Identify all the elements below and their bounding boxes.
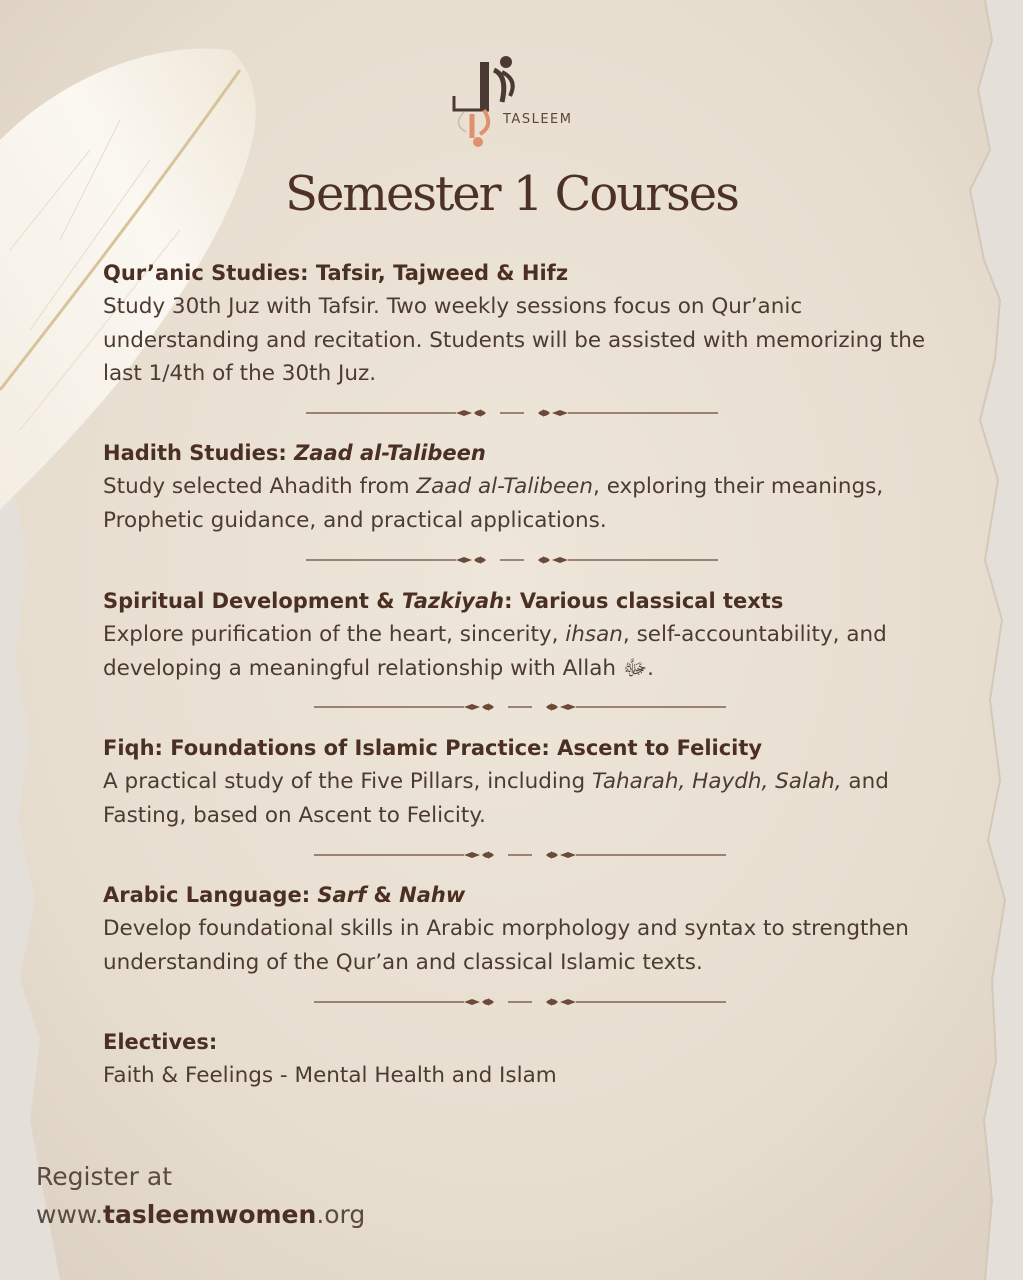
course-description: Explore purification of the heart, sincerity, ihsan, self-accountability, and developing a meaningful relationship with Allah ﷻ. xyxy=(103,622,887,681)
course-description: A practical study of the Five Pillars, including Taharah, Haydh, Salah, and Fasting, based on Ascent to Felicity. xyxy=(103,769,889,828)
course-title: Spiritual Development & Tazkiyah: Various classical texts xyxy=(103,589,784,613)
course-title: Hadith Studies: Zaad al-Talibeen xyxy=(103,441,486,465)
course-title: Electives: xyxy=(103,1030,218,1054)
ornamental-divider-icon xyxy=(314,700,726,714)
ornamental-divider-icon xyxy=(314,848,726,862)
course-quranic-studies xyxy=(103,258,933,391)
ornamental-divider-icon xyxy=(306,553,718,567)
course-description: Faith & Feelings - Mental Health and Islam xyxy=(103,1063,557,1088)
course-title: Fiqh: Foundations of Islamic Practice: Ascent to Felicity xyxy=(103,736,763,760)
course-description: Develop foundational skills in Arabic morphology and syntax to strengthen understanding of the Qur’an and classical Islamic texts. xyxy=(103,916,909,975)
ornamental-divider-icon xyxy=(306,406,718,420)
course-hadith-studies xyxy=(103,438,933,537)
course-fiqh xyxy=(103,733,933,832)
course-arabic-language xyxy=(103,880,933,979)
course-title: Arabic Language: Sarf & Nahw xyxy=(103,883,466,907)
tasleem-logo xyxy=(450,50,580,150)
course-spiritual-development xyxy=(103,586,933,685)
register-label: Register at xyxy=(36,1162,172,1191)
register-footer xyxy=(36,1158,365,1234)
course-description: Study selected Ahadith from Zaad al-Talibeen, exploring their meanings, Prophetic guidance, and practical applications. xyxy=(103,474,884,533)
brand-name: TASLEEM xyxy=(503,112,573,127)
course-title: Qur’anic Studies: Tafsir, Tajweed & Hifz xyxy=(103,261,569,285)
ornamental-divider-icon xyxy=(314,995,726,1009)
tasleem-logo-icon xyxy=(450,50,530,150)
page-title: Semester 1 Courses xyxy=(285,166,738,222)
jalla-jalaluhu-symbol: ﷻ xyxy=(622,655,648,681)
register-link[interactable]: www.tasleemwomen.org xyxy=(36,1200,366,1229)
course-description: Study 30th Juz with Tafsir. Two weekly sessions focus on Qur’anic understanding and recitation. Students will be assisted with memorizing the last 1/4th of the 30th Juz. xyxy=(103,294,926,386)
course-electives xyxy=(103,1027,933,1093)
